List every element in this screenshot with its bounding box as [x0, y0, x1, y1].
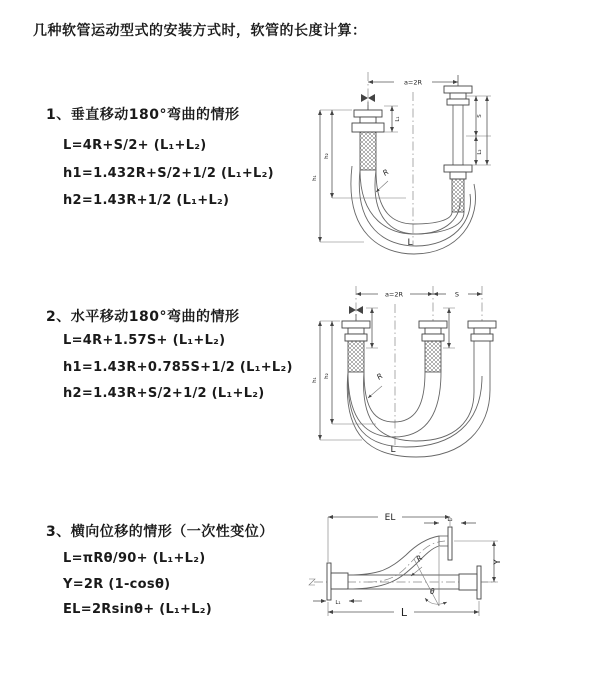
right-pipe-fitting	[468, 321, 496, 360]
radius-label: R	[374, 371, 385, 382]
radius-label: R	[414, 553, 425, 564]
formula-y: Y=2R (1-cosθ)	[63, 577, 171, 592]
dim-s-label: S	[454, 290, 460, 299]
length-label: L	[407, 238, 413, 248]
dim-h2-label: h₂	[324, 153, 330, 159]
l1-dimension	[313, 600, 362, 606]
formula-h2: h2=1.43R+1/2 (L₁+L₂)	[63, 193, 230, 208]
dim-h2-label: h₂	[324, 373, 330, 379]
formula-el: EL=2Rsinθ+ (L₁+L₂)	[63, 602, 213, 617]
diagram-horizontal-180-bend	[306, 280, 593, 476]
radius-label: R	[380, 167, 391, 178]
radius-callout	[376, 167, 390, 192]
top-dimension	[356, 291, 482, 299]
angle-theta-label: θ	[430, 587, 435, 596]
top-dimension	[368, 75, 458, 87]
diagram-lateral-displacement	[298, 502, 598, 658]
right-pipe-fitting	[444, 86, 472, 212]
upper-flange	[439, 527, 452, 560]
left-pipe-fitting	[352, 110, 384, 170]
right-dimensions	[464, 96, 491, 165]
dim-h1-label: h₁	[312, 175, 318, 181]
dim-l1-label: L₁	[335, 600, 341, 606]
dim-h1-label: h₁	[312, 377, 318, 383]
dim-l2-label: L₂	[447, 517, 453, 523]
length-label: L	[400, 606, 408, 619]
section-2-heading: 2、水平移动180°弯曲的情形	[46, 309, 240, 325]
section-1-heading: 1、垂直移动180°弯曲的情形	[46, 107, 240, 123]
formula-length: L=4R+S/2+ (L₁+L₂)	[63, 138, 207, 153]
dim-l1-label: L₁	[395, 116, 401, 122]
formula-h1: h1=1.43R+0.785S+1/2 (L₁+L₂)	[63, 360, 293, 375]
diagram-vertical-180-bend	[306, 66, 593, 265]
right-flange	[459, 566, 481, 599]
page-title: 几种软管运动型式的安装方式时，软管的长度计算：	[33, 23, 367, 39]
dim-s-label: S	[477, 114, 483, 118]
formula-length: L=4R+1.57S+ (L₁+L₂)	[63, 333, 226, 348]
dim-l2-label: L₂	[477, 149, 483, 155]
l1-dimension	[384, 106, 401, 132]
dim-el-label: EL	[384, 513, 396, 523]
dim-a-2r-label: a=2R	[403, 78, 423, 87]
radius-callout	[368, 371, 384, 398]
section-3-heading: 3、横向位移的情形（一次性变位）	[46, 524, 274, 540]
formula-h2: h2=1.43R+S/2+1/2 (L₁+L₂)	[63, 386, 265, 401]
formula-h1: h1=1.432R+S/2+1/2 (L₁+L₂)	[63, 166, 274, 181]
l-dimension	[328, 601, 479, 619]
left-pipe-fitting	[342, 321, 370, 372]
dim-y-label: Y	[493, 559, 503, 565]
l2-dimension	[424, 517, 476, 523]
hose-displaced-position	[348, 536, 439, 589]
formula-length: L=πRθ/90+ (L₁+L₂)	[63, 551, 206, 566]
middle-pipe-fitting	[419, 321, 447, 372]
left-flange	[327, 563, 348, 600]
hose-u-bends	[347, 360, 490, 457]
radius-callout	[411, 553, 424, 576]
length-label: L	[390, 445, 396, 455]
dim-a-2r-label: a=2R	[384, 290, 404, 299]
